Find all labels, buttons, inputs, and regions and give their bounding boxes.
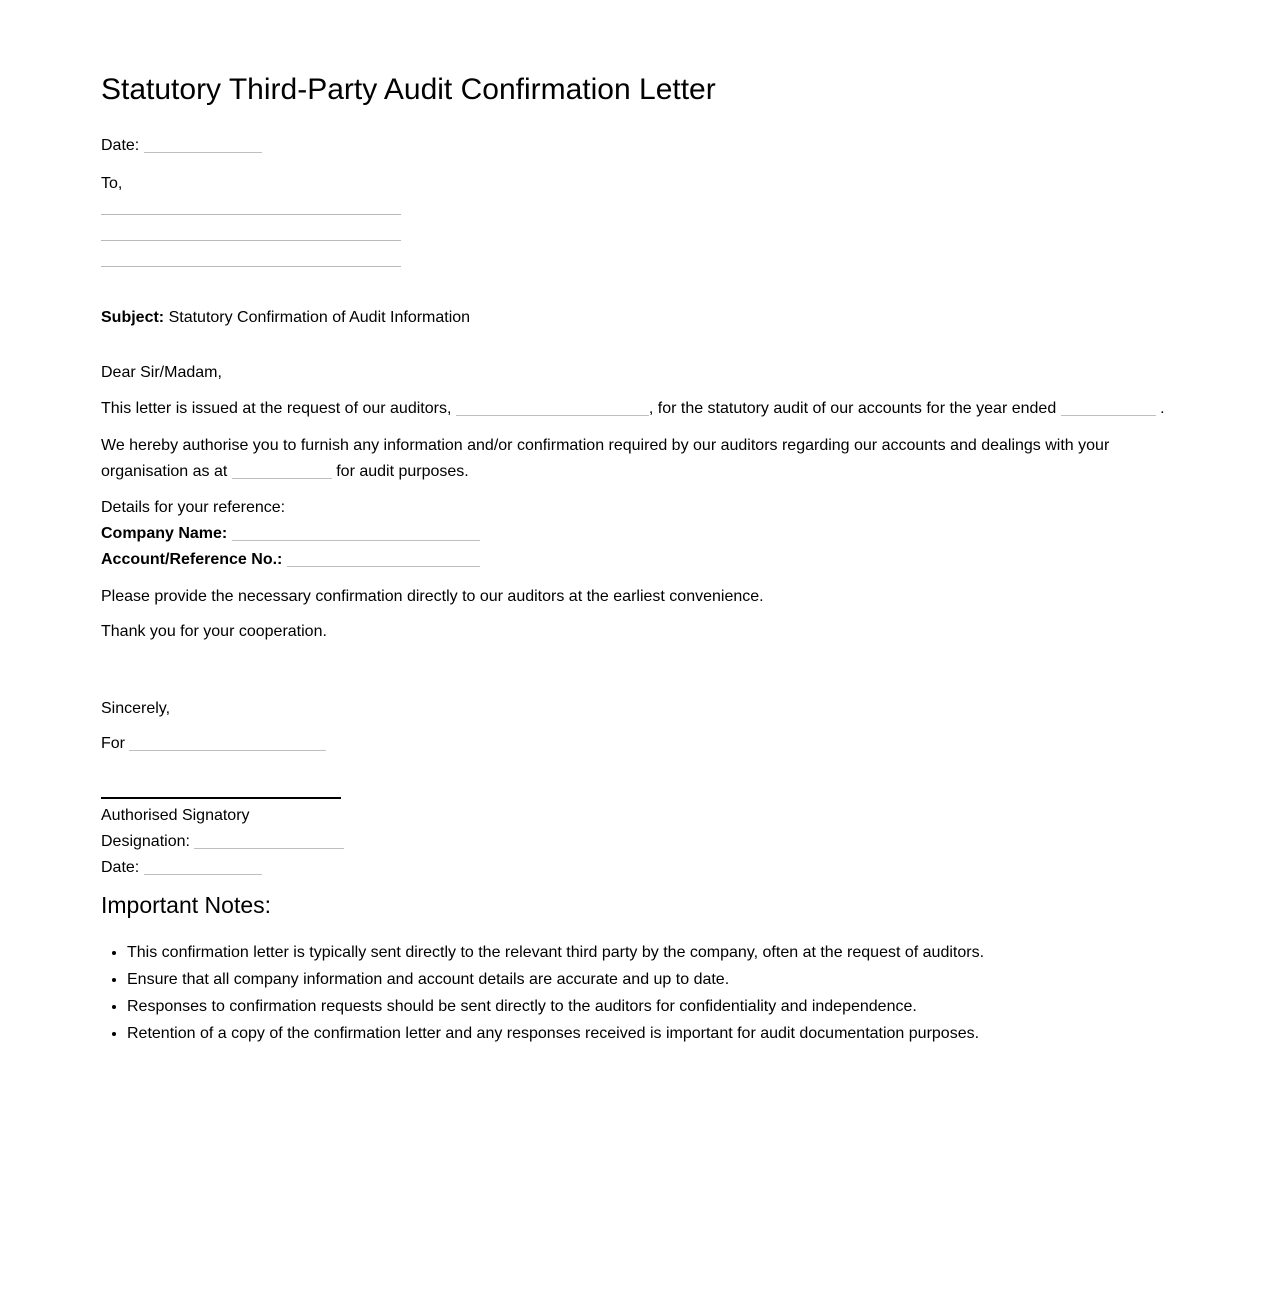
date-label: Date: — [101, 137, 140, 154]
date-blank — [144, 133, 262, 153]
year-ended-blank — [1061, 396, 1156, 416]
salutation: Dear Sir/Madam, — [101, 364, 222, 381]
authorised-signatory-label: Authorised Signatory — [101, 807, 250, 824]
company-name-line — [101, 521, 1177, 547]
designation-label: Designation: — [101, 833, 190, 850]
auditors-name-blank — [456, 396, 649, 416]
request-paragraph: Please provide the necessary confirmation directly to our auditors at the earliest convenience. — [101, 588, 764, 605]
signature-date-label: Date: — [101, 859, 140, 876]
designation-line — [101, 829, 1177, 855]
important-notes-list — [101, 940, 1177, 1047]
signature-block — [101, 797, 1177, 881]
details-label: Details for your reference: — [101, 499, 286, 516]
for-company-line — [101, 731, 1177, 757]
as-at-date-blank — [232, 459, 332, 479]
account-reference-line — [101, 547, 1177, 573]
to-label: To, — [101, 175, 123, 192]
designation-blank — [194, 829, 344, 849]
date-line — [101, 133, 1177, 159]
intro-text-end: . — [1160, 400, 1165, 417]
intro-paragraph — [101, 396, 1177, 422]
signature-date-blank — [144, 855, 262, 875]
subject-line — [101, 305, 1177, 331]
address-blank-line — [101, 197, 401, 215]
note-item: • Responses to confirmation requests should be sent directly to the auditors for confidentiality and independence. — [127, 994, 1177, 1020]
note-item: • Ensure that all company information and account details are accurate and up to date. — [127, 967, 1177, 993]
authorisation-paragraph — [101, 433, 1177, 485]
thanks-paragraph: Thank you for your cooperation. — [101, 623, 327, 640]
important-notes-heading: Important Notes: — [101, 892, 272, 918]
account-reference-label: Account/Reference No.: — [101, 551, 283, 568]
subject-label: Subject: — [101, 309, 165, 326]
page-title: Statutory Third-Party Audit Confirmation Letter — [101, 73, 716, 106]
address-blank-line — [101, 241, 401, 267]
note-item: • Retention of a copy of the confirmation letter and any responses received is important for audit documentation purposes. — [127, 1021, 1177, 1047]
reference-details-block — [101, 495, 1177, 573]
signature-line — [101, 797, 341, 799]
signature-date-line — [101, 855, 1177, 881]
intro-text-start: This letter is issued at the request of our auditors, — [101, 400, 452, 417]
account-reference-blank — [287, 547, 480, 567]
closing: Sincerely, — [101, 700, 171, 717]
company-name-label: Company Name: — [101, 525, 228, 542]
for-company-blank — [129, 731, 326, 751]
recipient-address-block — [101, 197, 1177, 267]
address-blank-line — [101, 215, 401, 241]
company-name-blank — [232, 521, 480, 541]
authorisation-text-end: for audit purposes. — [336, 463, 469, 480]
intro-text-mid: , for the statutory audit of our accounts for the year ended — [648, 400, 1057, 417]
note-item: • This confirmation letter is typically sent directly to the relevant third party by the company, often at the request of auditors. — [127, 940, 1177, 966]
subject-text: Statutory Confirmation of Audit Information — [168, 309, 471, 326]
authorisation-text-start: We hereby authorise you to furnish any information and/or confirmation required by our auditors regarding our accounts and dealings with your organisation as at — [101, 437, 1110, 480]
for-label: For — [101, 735, 125, 752]
